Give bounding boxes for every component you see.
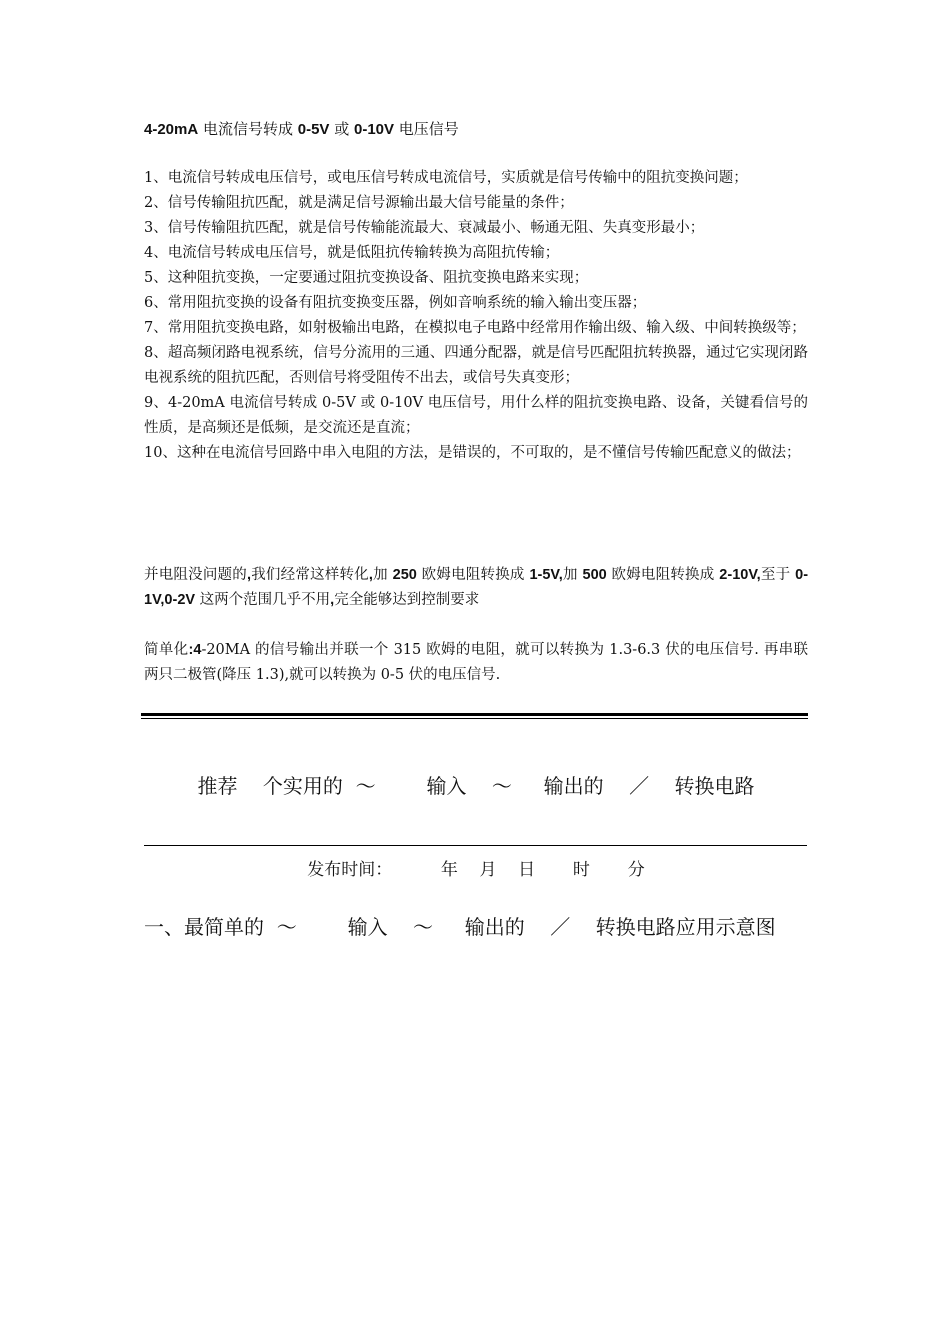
text-run: 欧姆电阻转换成 xyxy=(416,567,530,583)
text-run: :4 xyxy=(188,642,202,658)
paragraph-resistor xyxy=(144,563,808,613)
text-run: 2-10V, xyxy=(719,567,761,583)
list-item: 7、常用阻抗变换电路，如射极输出电路，在模拟电子电路中经常用作输出级、输入级、中间转换级等； xyxy=(144,320,806,336)
text-run: 并电阻没问题的 xyxy=(144,567,247,583)
title-range-5v: 0-5V xyxy=(297,121,330,138)
text-run: 简单化 xyxy=(144,642,189,658)
divider xyxy=(144,845,807,846)
title-suffix: 电压信号 xyxy=(394,120,459,138)
text-run: , xyxy=(330,592,335,608)
list-item: 9、4-20mA 电流信号转成 0-5V 或 0-10V 电压信号，用什么样的阻抗变换电路、设备，关键看信号的性质，是高频还是低频，是交流还是直流； xyxy=(144,395,808,436)
text-run: 我们经常这样转化 xyxy=(251,567,369,583)
document-title xyxy=(144,118,459,141)
text-run: 至于 xyxy=(760,567,796,583)
list-item: 6、常用阻抗变换的设备有阻抗变换变压器，例如音响系统的输入输出变压器； xyxy=(144,295,647,311)
paragraph-simplified xyxy=(144,638,808,688)
article-heading: 推荐 个实用的 ～ 输入 ～ 输出的 ／ 转换电路 xyxy=(197,774,755,798)
text-run: 500 xyxy=(582,567,607,583)
list-item: 3、信号传输阻抗匹配，就是信号传输能流最大、衰减最小、畅通无阻、失真变形最小； xyxy=(144,220,705,236)
text-run: -20MA 的信号输出并联一个 315 欧姆的电阻，就可以转换为 1.3-6.3 伏的电压信号. 再串联两只二极管(降压 1.3),就可以转换为 0-5 伏的电压信号. xyxy=(144,642,809,683)
text-run: 这两个范围几乎不用 xyxy=(195,592,331,608)
double-divider xyxy=(141,713,808,719)
text-run: , xyxy=(368,567,373,583)
title-or: 或 xyxy=(329,120,354,138)
title-text: 电流信号转成 xyxy=(198,120,298,138)
publish-time: 发布时间： 年 月 日 时 分 xyxy=(307,860,645,880)
text-run: 加 xyxy=(372,567,393,583)
list-item: 1、电流信号转成电压信号，或电压信号转成电流信号，实质就是信号传输中的阻抗变换问题； xyxy=(144,170,748,186)
text-run: 完全能够达到控制要求 xyxy=(334,592,480,608)
list-item: 2、信号传输阻抗匹配，就是满足信号源输出最大信号能量的条件； xyxy=(144,195,574,211)
section-heading: 一、最简单的 ～ 输入 ～ 输出的 ／ 转换电路应用示意图 xyxy=(144,915,776,939)
text-run: 0-1V,0-2V xyxy=(144,567,809,608)
title-range: 4-20mA xyxy=(144,121,199,138)
text-run: 欧姆电阻转换成 xyxy=(606,567,720,583)
text-run: 250 xyxy=(392,567,417,583)
list-item: 4、电流信号转成电压信号，就是低阻抗传输转换为高阻抗传输； xyxy=(144,245,560,261)
list-item: 10、这种在电流信号回路中串入电阻的方法，是错误的，不可取的，是不懂信号传输匹配意义的做法； xyxy=(144,445,801,461)
numbered-list xyxy=(144,166,808,466)
title-range-10v: 0-10V xyxy=(353,121,395,138)
text-run: 1-5V, xyxy=(529,567,563,583)
text-run: 加 xyxy=(562,567,583,583)
text-run: , xyxy=(246,567,251,583)
list-item: 8、超高频闭路电视系统，信号分流用的三通、四通分配器，就是信号匹配阻抗转换器，通过它实现闭路电视系统的阻抗匹配，否则信号将受阻传不出去，或信号失真变形； xyxy=(144,345,808,386)
list-item: 5、这种阻抗变换，一定要通过阻抗变换设备、阻抗变换电路来实现； xyxy=(144,270,589,286)
